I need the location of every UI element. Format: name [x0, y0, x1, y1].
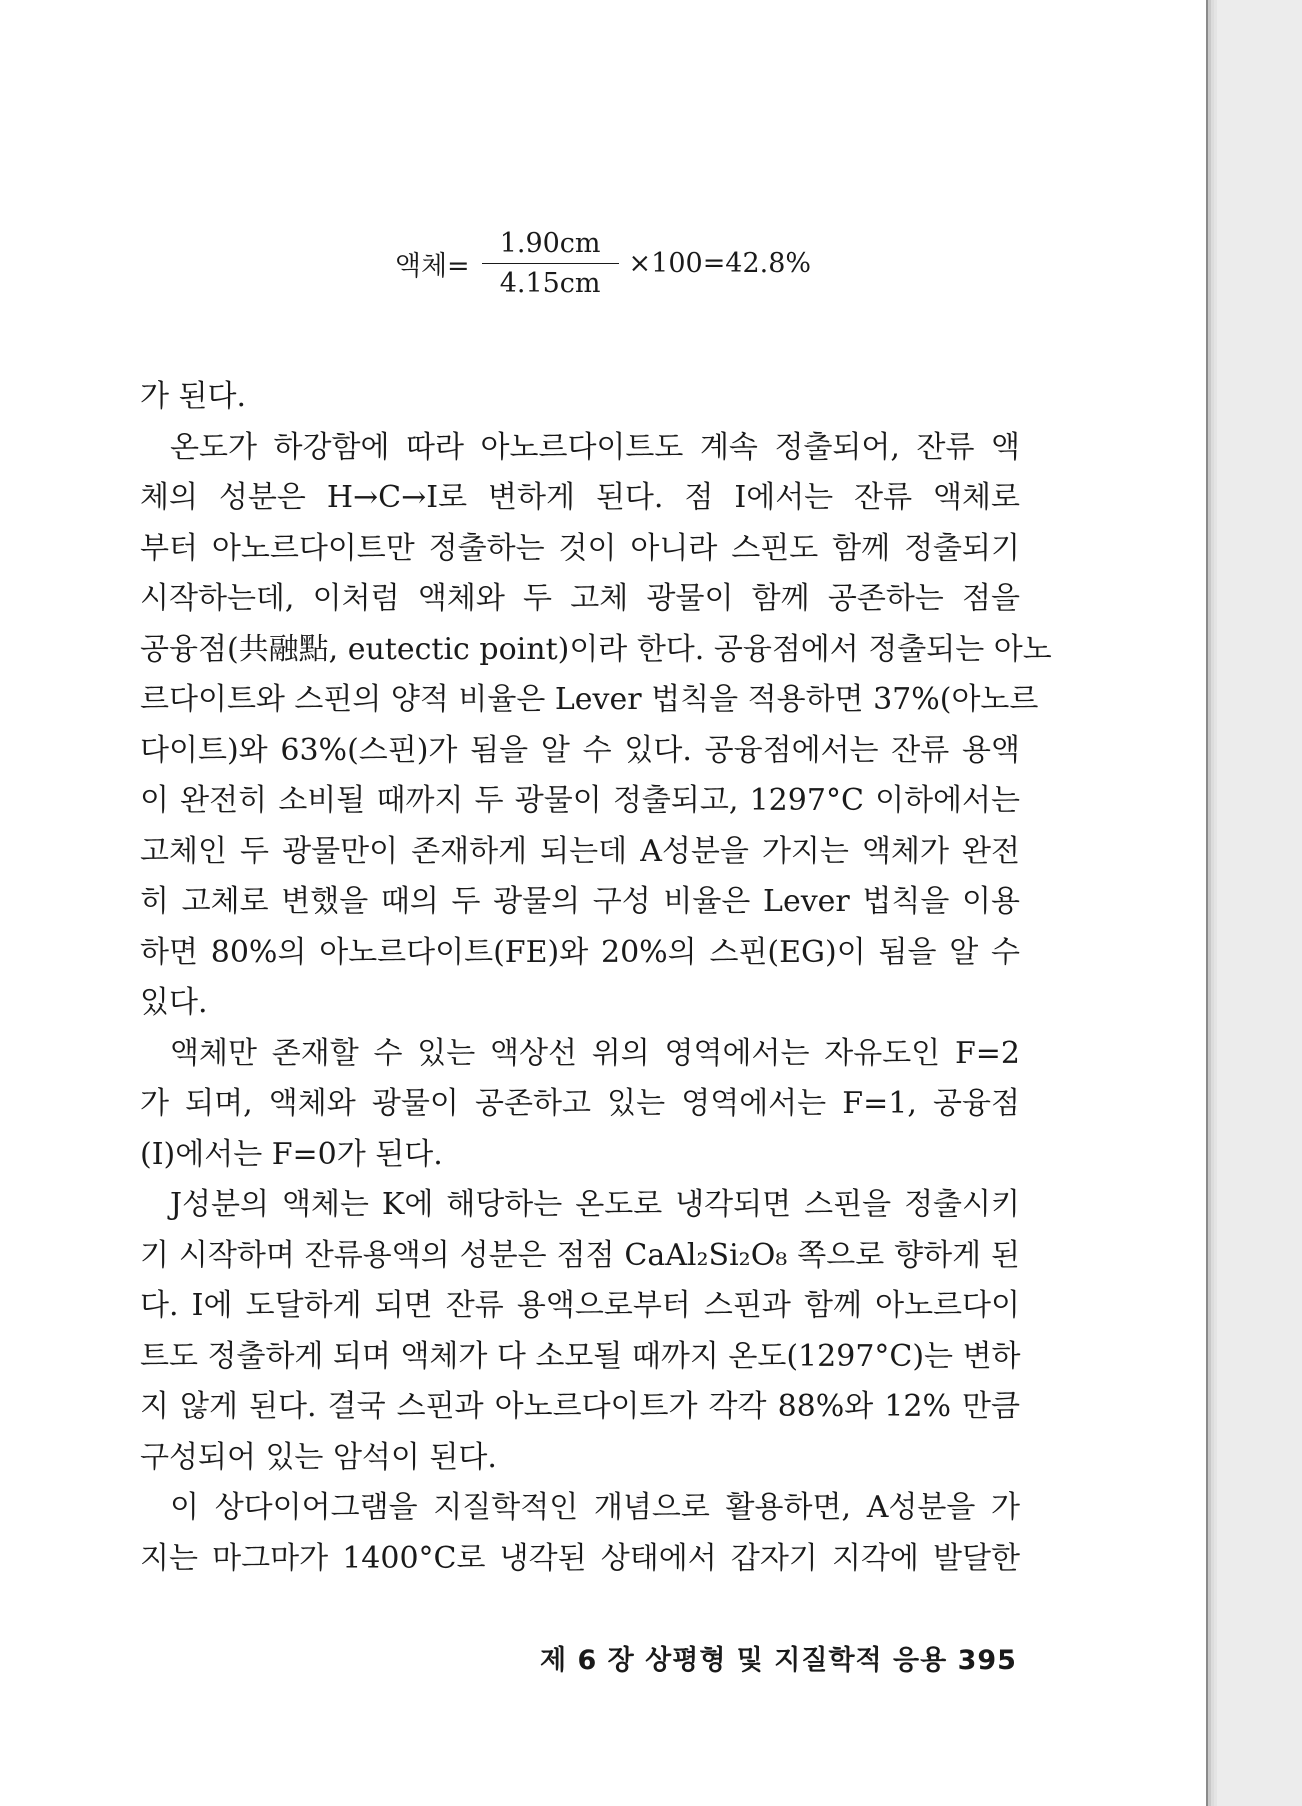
text-line: 르다이트와 스핀의 양적 비율은 Lever 법칙을 적용하면 37%(아노르: [140, 682, 1039, 717]
text-line: 이 상다이어그램을 지질학적인 개념으로 활용하면, A성분을 가: [170, 1490, 1020, 1525]
text-line: 하면 80%의 아노르다이트(FE)와 20%의 스핀(EG)이 됨을 알 수: [140, 934, 1020, 970]
text-line: 다. I에 도달하게 되면 잔류 용액으로부터 스핀과 함께 아노르다이: [140, 1288, 1020, 1323]
text-line: 다이트)와 63%(스핀)가 됨을 알 수 있다. 공융점에서는 잔류 용액: [140, 732, 1020, 768]
text-line: 이 완전히 소비될 때까지 두 광물이 정출되고, 1297°C 이하에서는: [140, 783, 1020, 818]
text-line: 공융점(共融點, eutectic point)이라 한다. 공융점에서 정출되는 아노: [140, 631, 1052, 667]
text-line: 가 되며, 액체와 광물이 공존하고 있는 영역에서는 F=1, 공융점: [140, 1086, 1020, 1121]
body-text: [140, 372, 1052, 1584]
text-line: 지는 마그마가 1400°C로 냉각된 상태에서 갑자기 지각에 발달한: [140, 1540, 1020, 1576]
text-line: 시작하는데, 이처럼 액체와 두 고체 광물이 함께 공존하는 점을: [140, 581, 1020, 616]
text-line: 고체인 두 광물만이 존재하게 되는데 A성분을 가지는 액체가 완전: [140, 833, 1020, 869]
fraction-denominator: 4.15cm: [499, 268, 601, 299]
text-line: 온도가 하강함에 따라 아노르다이트도 계속 정출되어, 잔류 액: [170, 429, 1020, 465]
text-line: 가 된다.: [140, 379, 247, 414]
text-line: 구성되어 있는 암석이 된다.: [140, 1439, 497, 1475]
equation-lhs: 액체=: [394, 251, 470, 282]
text-line: (I)에서는 F=0가 된다.: [140, 1136, 443, 1172]
text-line: 액체만 존재할 수 있는 액상선 위의 영역에서는 자유도인 F=2: [170, 1035, 1020, 1071]
text-line: 있다.: [140, 985, 208, 1020]
equation-rhs: ×100=42.8%: [628, 248, 812, 279]
text-line: 히 고체로 변했을 때의 두 광물의 구성 비율은 Lever 법칙을 이용: [140, 884, 1020, 919]
text-line: J성분의 액체는 K에 해당하는 온도로 냉각되면 스핀을 정출시키: [170, 1187, 1020, 1222]
equation: [0, 228, 1206, 299]
text-line: 지 않게 된다. 결국 스핀과 아노르다이트가 각각 88%와 12% 만큼: [140, 1389, 1020, 1424]
fraction-numerator: 1.90cm: [482, 228, 619, 264]
text-line: 부터 아노르다이트만 정출하는 것이 아니라 스핀도 함께 정출되기: [140, 530, 1020, 566]
page-footer: 제 6 장 상평형 및 지질학적 응용 395: [540, 1645, 1017, 1676]
text-line: 체의 성분은 H→C→I로 변하게 된다. 점 I에서는 잔류 액체로: [140, 480, 1020, 515]
text-line: 트도 정출하게 되며 액체가 다 소모될 때까지 온도(1297°C)는 변하: [140, 1338, 1021, 1374]
fraction: [482, 228, 619, 299]
text-line: 기 시작하며 잔류용액의 성분은 점점 CaAl₂Si₂O₈ 쪽으로 향하게 된: [140, 1237, 1020, 1273]
